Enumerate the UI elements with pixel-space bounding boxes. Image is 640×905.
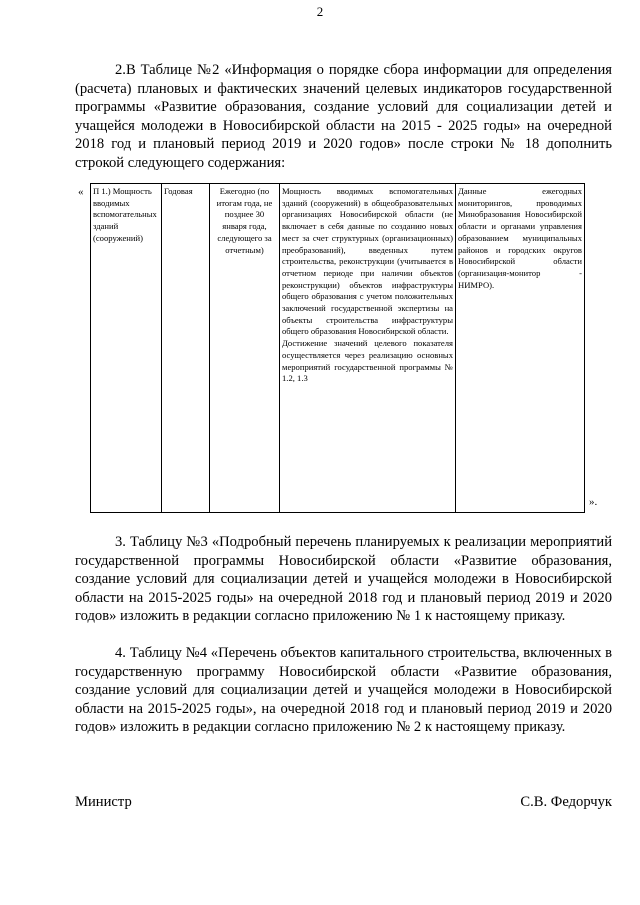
quote-close: ». bbox=[589, 496, 598, 508]
signature-name: С.В. Федорчук bbox=[520, 794, 612, 810]
cell-indicator-name: П 1.) Мощность вводимых вспомогательных зданий (сооружений) bbox=[91, 184, 162, 513]
cell-deadline: Ежегодно (по итогам года, не позднее 30 января года, следующего за отчетным) bbox=[210, 184, 280, 513]
methodology-text: Мощность вводимых вспомогательных зданий (сооружений) в общеобразовательных организациях Новосибирской области (не включает в себя данные по созданию новых мест за счет структурных (организационных) преобразований), введенных путем строительства, реконструкции (учитывается в отчетном периоде при наличии объектов реконструкции) объектов инфраструктуры общего образования с учетом положительных заключений государственной экспертизы на объекты строительства инфраструктуры общего образования Новосибирской области. bbox=[282, 186, 453, 337]
indicator-table bbox=[90, 183, 585, 513]
paragraph-2: 2.В Таблице №2 «Информация о порядке сбора информации для определения (расчета) плановых и фактических значений целевых индикаторов государственной программы «Развитие образования, создание условий для социализации детей и учащейся молодежи в Новосибирской области на 2015 - 2025 годы» на очередной 2018 год и плановый период 2019 и 2020 годов» после строки № 18 дополнить строкой следующего содержания: bbox=[75, 62, 612, 171]
quote-open: « bbox=[78, 186, 84, 198]
table-row bbox=[91, 184, 585, 513]
cell-methodology bbox=[280, 184, 456, 513]
paragraph-3: 3. Таблицу №3 «Подробный перечень планируемых к реализации мероприятий государственной программы Новосибирской области «Развитие образования, создание условий для социализации детей и учащейся молодежи в Новосибирской области на 2015-2025 годы» на очередной 2018 год и плановый период 2019 и 2020 годов» изложить в редакции согласно приложению № 1 к настоящему приказу. bbox=[75, 534, 612, 625]
cell-source: Данные ежегодных мониторингов, проводимых Минобразования Новосибирской области и органами управления образованием муниципальных районов и городских округов Новосибирской области (организация-монитор - НИМРО). bbox=[456, 184, 585, 513]
methodology-note: Достижение значений целевого показателя осуществляется через реализацию основных мероприятий государственной программы № 1.2, 1.3 bbox=[282, 338, 453, 384]
signature-title: Министр bbox=[75, 794, 132, 810]
cell-periodicity: Годовая bbox=[162, 184, 210, 513]
page-number: 2 bbox=[316, 4, 324, 19]
paragraph-4: 4. Таблицу №4 «Перечень объектов капитального строительства, включенных в государственную программу Новосибирской области «Развитие образования, создание условий для социализации детей и учащейся молодежи в Новосибирской области на 2015-2025 годы», на очередной 2018 год и плановый период 2019 и 2020 годов» изложить в редакции согласно приложению № 2 к настоящему приказу. bbox=[75, 645, 612, 736]
